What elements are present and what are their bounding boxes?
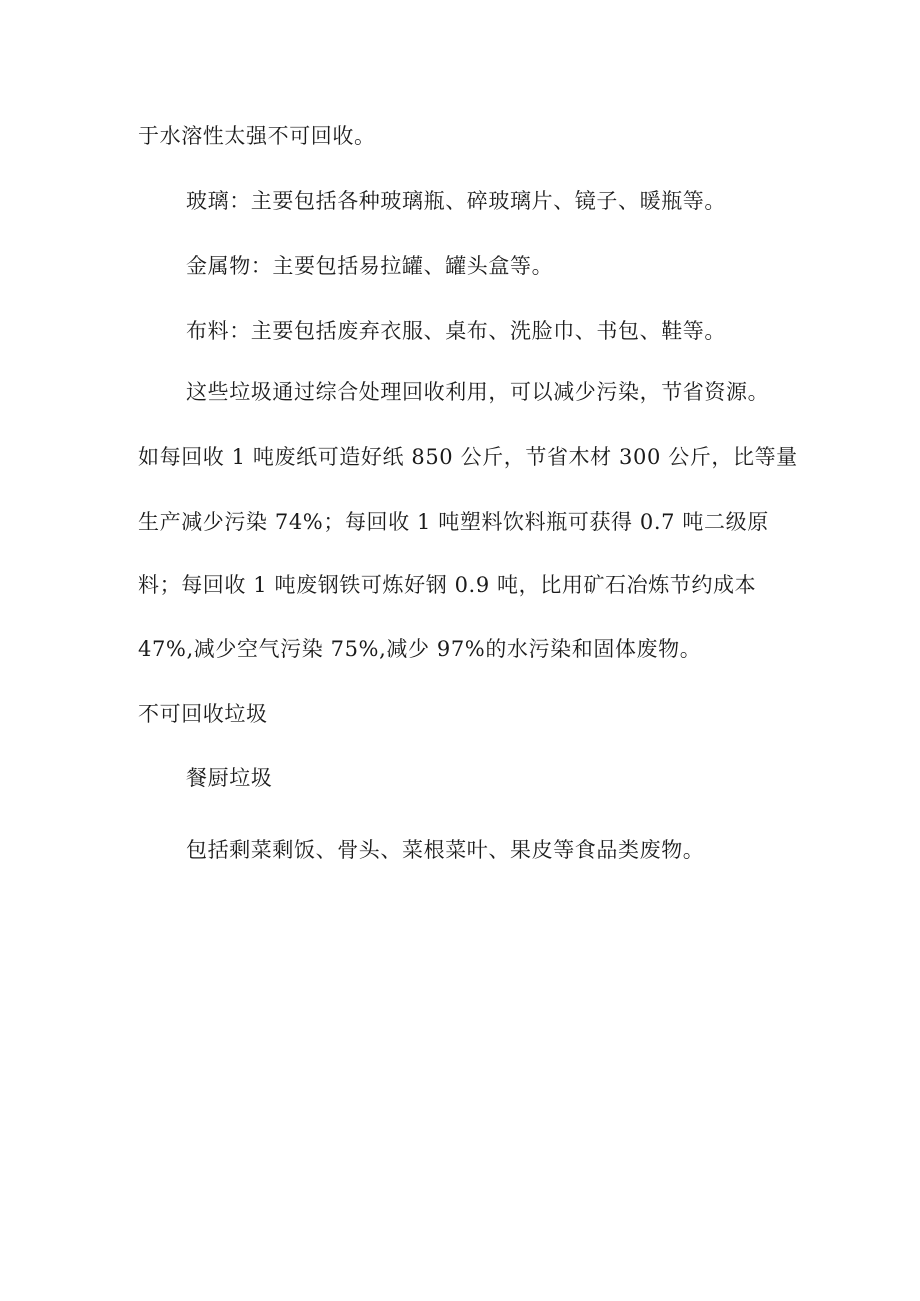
paragraph-line: 于水溶性太强不可回收。 — [138, 124, 376, 148]
paragraph-line: 生产减少污染 74%；每回收 1 吨塑料饮料瓶可获得 0.7 吨二级原 — [138, 510, 769, 534]
paragraph-line: 这些垃圾通过综合处理回收利用，可以减少污染，节省资源。 — [186, 380, 770, 404]
paragraph-line: 47%,减少空气污染 75%,减少 97%的水污染和固体废物。 — [138, 637, 702, 661]
paragraph-line: 料；每回收 1 吨废钢铁可炼好钢 0.9 吨，比用矿石冶炼节约成本 — [138, 573, 757, 597]
subsection-heading: 餐厨垃圾 — [186, 766, 273, 790]
fabric-item: 布料：主要包括废弃衣服、桌布、洗脸巾、书包、鞋等。 — [186, 319, 726, 343]
paragraph-line: 如每回收 1 吨废纸可造好纸 850 公斤，节省木材 300 公斤，比等量 — [138, 445, 798, 469]
paragraph-line: 包括剩菜剩饭、骨头、菜根菜叶、果皮等食品类废物。 — [186, 838, 705, 862]
metal-item: 金属物：主要包括易拉罐、罐头盒等。 — [186, 254, 554, 278]
section-heading: 不可回收垃圾 — [138, 702, 268, 726]
glass-item: 玻璃：主要包括各种玻璃瓶、碎玻璃片、镜子、暖瓶等。 — [186, 189, 726, 213]
